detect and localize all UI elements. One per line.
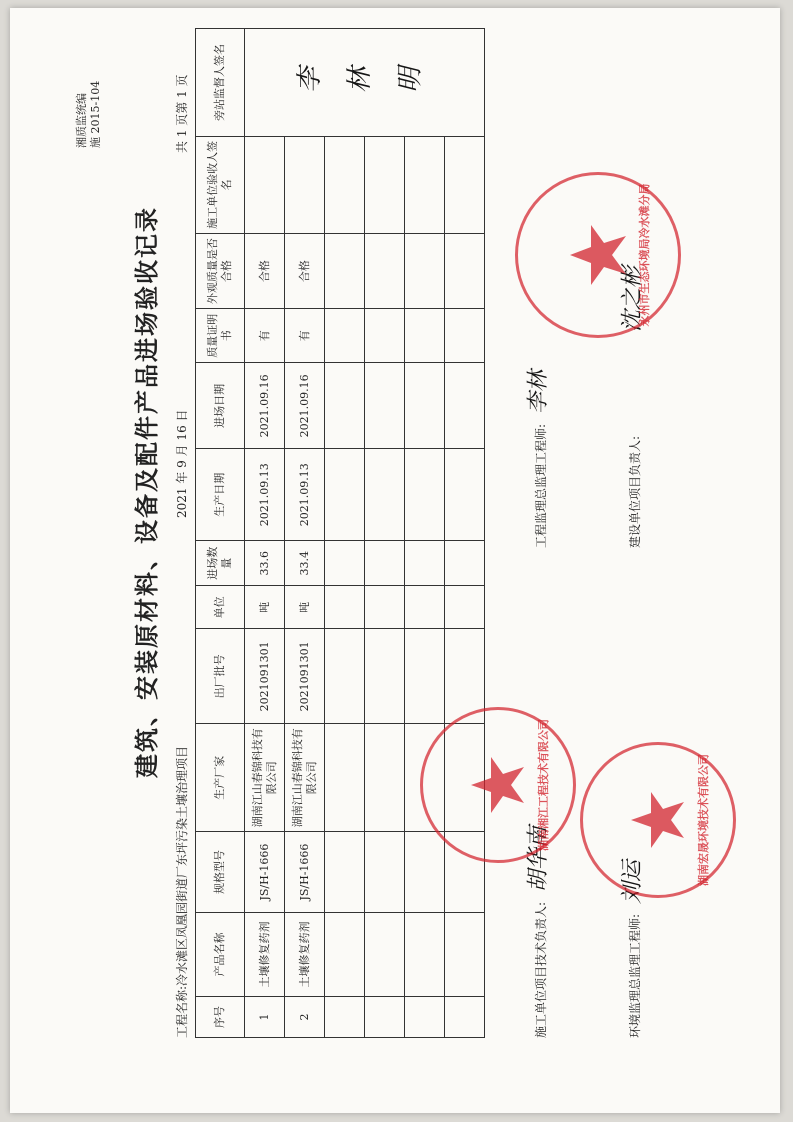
document-page [15,8,775,1108]
table-cell [285,136,325,233]
table-cell: 2021091301 [245,629,285,724]
header-cell: 规格型号 [196,832,245,913]
page-title: 建筑、安装原材料、设备及配件产品进场验收记录 [133,206,161,778]
table-row [445,29,485,1038]
doc-code-line2: 施 2015-104 [89,80,102,148]
table-cell: 有 [285,309,325,363]
document-sheet [10,8,780,1113]
star-icon [518,175,678,335]
table-cell: 2021.09.13 [245,449,285,541]
header-cell: 质量证明书 [196,309,245,363]
env-label: 环境监理总监理工程师: [628,913,642,1038]
table-cell: 土壤修复药剂 [285,912,325,996]
supervisor-signature: 李 林 明 [295,67,430,98]
table-cell: JS/H-1666 [245,832,285,913]
contractor-seal [420,707,576,863]
table-row [285,29,325,1038]
header-cell: 旁站监督人签名 [196,29,245,137]
table-cell: 2021.09.16 [245,363,285,449]
table-cell: JS/H-1666 [285,832,325,913]
supervisor-signature-cell [245,29,485,137]
table-cell: 2 [285,997,325,1038]
owner-seal [515,172,681,338]
owner-signature: 沈之彬 [620,266,645,333]
table-row [365,29,405,1038]
table-cell: 土壤修复药剂 [245,912,285,996]
contractor-label: 施工单位项目技术负责人: [534,901,548,1038]
table-cell: 2021091301 [285,629,325,724]
engineer-signature: 李林 [526,370,551,415]
table-row [245,29,285,1038]
header-cell: 生产厂家 [196,724,245,832]
header-cell: 产品名称 [196,912,245,996]
owner-label: 建设单位项目负责人: [628,435,642,548]
record-date: 2021 年 9 月 16 日 [175,409,189,518]
table-cell: 吨 [245,586,285,629]
env-signature: 刘运 [620,860,645,905]
table-row [325,29,365,1038]
doc-code [75,81,103,148]
header-cell: 进场数量 [196,541,245,586]
page-count: 共 1 页第 1 页 [175,74,189,153]
table-row [405,29,445,1038]
table-cell: 吨 [285,586,325,629]
table-cell: 湖南江山春锦科技有限公司 [245,724,285,832]
header-cell: 施工单位验收人签名 [196,136,245,233]
table-cell: 33.4 [285,541,325,586]
table-cell [245,136,285,233]
env-seal [580,742,736,898]
project-name: 冷水滩区凤凰园街道厂东坪污染土壤治理项目 [175,745,189,986]
supervising-engineer [521,370,552,548]
table-cell: 湖南江山春锦科技有限公司 [285,724,325,832]
table-cell: 1 [245,997,285,1038]
header-cell: 出厂批号 [196,629,245,724]
header-cell: 序号 [196,997,245,1038]
doc-code-line1: 湘质监统编 [75,93,88,148]
project-label: 工程名称: [175,985,189,1038]
table-cell: 2021.09.16 [285,363,325,449]
owner-seal-text: 永州市生态环境局冷水滩分局 [638,183,651,327]
acceptance-table [195,28,485,1038]
table-cell: 33.6 [245,541,285,586]
table-cell: 合格 [285,233,325,308]
table-cell: 有 [245,309,285,363]
header-cell: 进场日期 [196,363,245,449]
env-seal-text: 湖南宏晟环境技术有限公司 [697,754,710,886]
header-cell: 外观质量是否合格 [196,233,245,308]
table-cell: 合格 [245,233,285,308]
table-header-row [196,29,245,1038]
project-line [173,746,190,1038]
contractor-seal-text: 湖南湘江工程技术有限公司 [537,719,550,851]
table-cell: 2021.09.13 [285,449,325,541]
engineer-label: 工程监理总监理工程师: [534,423,548,548]
contractor-signature: 胡华南 [526,826,551,893]
header-cell: 单位 [196,586,245,629]
header-cell: 生产日期 [196,449,245,541]
